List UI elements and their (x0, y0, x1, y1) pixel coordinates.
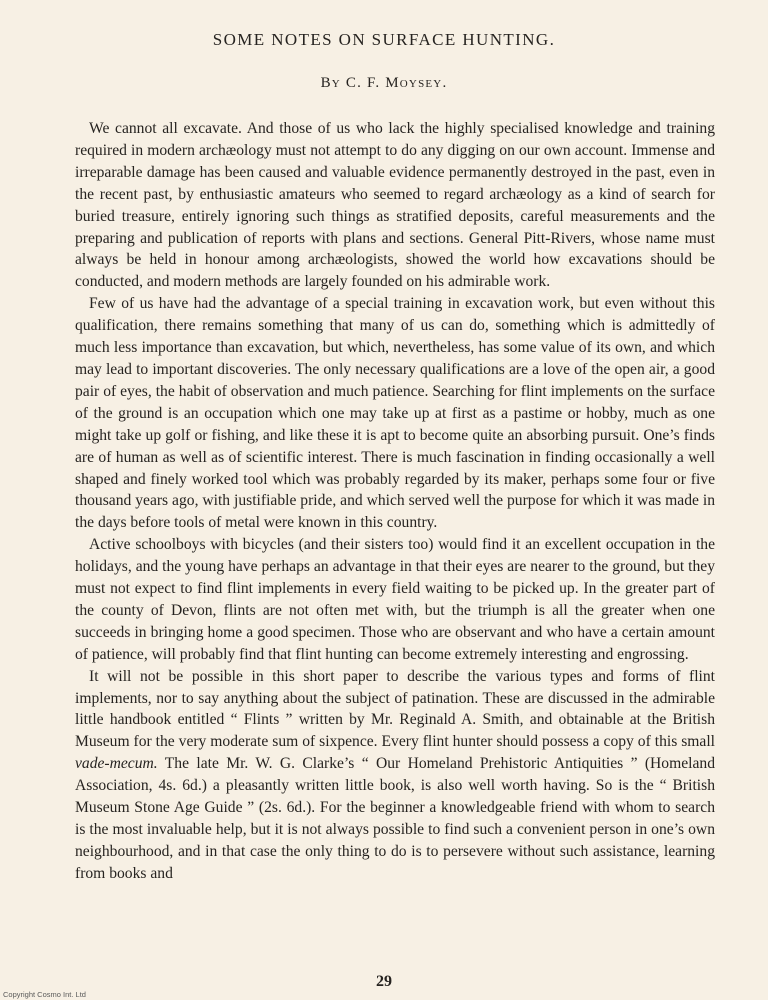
copyright-watermark: Copyright Cosmo Int. Ltd (3, 990, 86, 999)
paragraph-2: Few of us have had the advantage of a special training in excavation work, but even without this qualification, there remains something that many of us can do, something which is admittedly of much less importance than excavation, but which, nevertheless, has some value of its own, and which may lead to important discoveries. The only necessary qualifications are a love of the open air, a good pair of eyes, the habit of observation and much patience. Searching for flint implements on the surface of the ground is an occupation which one may take up at first as a pastime or hobby, much as one might take up golf or fishing, and like these it is apt to become quite an absorbing pursuit. One’s finds are of human as well as of scientific interest. There is much fascination in finding occasionally a well shaped and finely worked tool which was probably regarded by its maker, perhaps some four or five thousand years ago, with justifiable pride, and which served well the purpose for which it was made in the days before tools of metal were known in this country. (75, 295, 715, 532)
article-body (75, 118, 715, 885)
paragraph-4-text-before: It will not be possible in this short paper to describe the various types and forms of flint implements, nor to say anything about the subject of patination. These are discussed in the admirable little handbook entitled “ Flints ” written by Mr. Reginald A. Smith, and obtainable at the British Museum for the very moderate sum of sixpence. Every flint hunter should possess a copy of this small (75, 667, 715, 751)
paragraph-4 (75, 666, 715, 885)
paragraph-1: We cannot all excavate. And those of us who lack the highly specialised knowledge and training required in modern archæology must not attempt to do any digging on our own account. Immense and irreparable damage has been caused and valuable evidence permanently destroyed in the past, even in the recent past, by enthusiastic amateurs who seemed to regard archæology as a kind of search for buried treasure, entirely ignoring such things as stratified deposits, careful measurements and the preparing and publication of reports with plans and sections. General Pitt-Rivers, whose name must always be held in honour among archæologists, showed the world how excavations should be conducted, and modern methods are largely founded on his admirable work. (75, 120, 715, 291)
paragraph-3: Active schoolboys with bicycles (and their sisters too) would find it an excellent occupation in the holidays, and the young have perhaps an advantage in that their eyes are nearer to the ground, but they must not expect to find flint implements in every field waiting to be picked up. In the greater part of the county of Devon, flints are not often met with, but the triumph is all the greater when one succeeds in bringing home a good specimen. Those who are observant and who have a certain amount of patience, will probably find that flint hunting can become extremely interesting and engrossing. (75, 536, 715, 663)
page-number: 29 (376, 973, 392, 990)
article-title: SOME NOTES ON SURFACE HUNTING. (212, 30, 556, 49)
paragraph-4-text-after: The late Mr. W. G. Clarke’s “ Our Homeland Prehistoric Antiquities ” (Homeland Association, 4s. 6d.) a pleasantly written little book, is also well worth having. So is the “ British Museum Stone Age Guide ” (2s. 6d.). For the beginner a knowledgeable friend with whom to search is the most invaluable help, but it is not always possible to find such a convenient person in one’s own neighbourhood, and in that case the only thing to do is to persevere without such assistance, learning from books and (75, 755, 715, 882)
author-byline: By C. F. Moysey. (320, 75, 448, 91)
paragraph-4-italic-term: vade-mecum. (75, 755, 158, 773)
